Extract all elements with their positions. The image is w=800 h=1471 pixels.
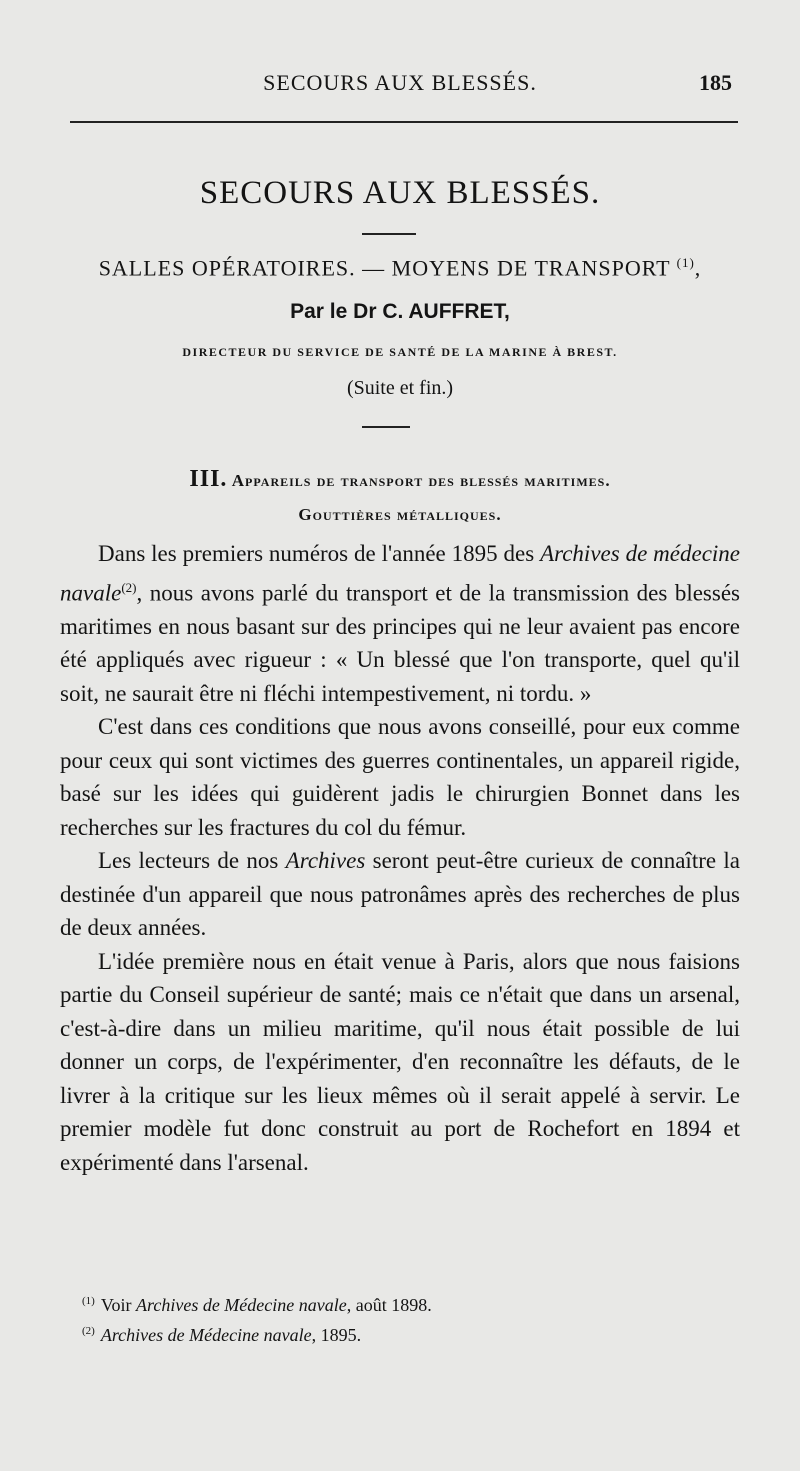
- paragraph-3: [60, 844, 740, 945]
- continuation-note: (Suite et fin.): [346, 377, 454, 399]
- section-title: Appareils de transport des blessés maritimes.: [231, 471, 611, 490]
- title-rule: [362, 233, 416, 235]
- footnote-2-journal: Archives de Médecine navale: [100, 1325, 312, 1345]
- section-heading: [0, 462, 800, 532]
- paragraph-1-text-a: Dans les premiers numéros de l'année 1895 des: [98, 541, 541, 566]
- journal-title: Archives de médecine navale: [60, 541, 740, 606]
- footnotes: [82, 1288, 742, 1348]
- running-title: SECOURS AUX BLESSÉS.: [263, 70, 537, 95]
- body-text: [60, 537, 740, 1179]
- section-heading-line-1: [0, 462, 800, 498]
- footnote-1-mark: (1): [82, 1295, 95, 1307]
- running-head: [60, 70, 740, 106]
- header-rule: [70, 121, 738, 123]
- paragraph-1-text-b: , nous avons parlé du transport et de la transmission des blessés maritimes en nous basant sur des principes qui ne leur avaient pas encore été appliqués avec rigueur : « Un blessé que l'on transporte, quel qu'il soit, ne saurait être ni fléchi intempestivement, ni tordu. »: [60, 580, 740, 706]
- page-number: 185: [699, 70, 732, 95]
- author-line: Par le Dr C. AUFFRET,: [290, 300, 510, 323]
- footnote-2: [82, 1318, 742, 1348]
- footnote-1: [82, 1288, 742, 1318]
- footnote-2-mark: (2): [82, 1325, 95, 1337]
- paragraph-1: [60, 537, 740, 710]
- footnote-1-journal: Archives de Médecine navale: [136, 1295, 347, 1315]
- section-number: III.: [189, 466, 228, 492]
- paragraph-3-text-a: Les lecteurs de nos: [98, 848, 286, 874]
- subtitle-text: SALLES OPÉRATOIRES. — MOYENS DE TRANSPORT: [98, 255, 671, 281]
- subtitle-note-mark: (1): [676, 255, 695, 270]
- article-subtitle: [0, 255, 800, 281]
- author-affiliation: DIRECTEUR DU SERVICE DE SANTÉ DE LA MARINE À BREST.: [182, 345, 618, 359]
- note-mark-2: (2): [121, 579, 137, 595]
- section-heading-line-2: Gouttières métalliques.: [298, 505, 502, 524]
- paragraph-3-text-b: seront peut-être curieux de connaître la destinée d'un appareil que nous patronâmes après des recherches de plus de deux années.: [60, 848, 740, 941]
- section-rule: [362, 426, 410, 428]
- paragraph-2: C'est dans ces conditions que nous avons conseillé, pour eux comme pour ceux qui sont victimes des guerres continentales, un appareil rigide, basé sur les idées qui guidèrent jadis le chirurgien Bonnet dans les recherches sur les fractures du col du fémur.: [60, 714, 740, 840]
- archives-italic: Archives: [285, 848, 366, 874]
- article-title: SECOURS AUX BLESSÉS.: [199, 175, 601, 211]
- footnote-2-suffix: , 1895.: [311, 1325, 362, 1345]
- paragraph-4: L'idée première nous en était venue à Paris, alors que nous faisions partie du Conseil supérieur de santé; mais ce n'était que dans un arsenal, c'est-à-dire dans un milieu maritime, qu'il nous était possible de lui donner un corps, de l'expérimenter, d'en reconnaître les défauts, de le livrer à la critique sur les lieux mêmes où il serait appelé à servir. Le premier modèle fut donc construit au port de Rochefort en 1894 et expérimenté dans l'arsenal.: [60, 948, 740, 1175]
- subtitle-end: ,: [694, 255, 702, 281]
- footnote-1-suffix: , août 1898.: [346, 1295, 432, 1315]
- footnote-1-prefix: Voir: [100, 1295, 137, 1315]
